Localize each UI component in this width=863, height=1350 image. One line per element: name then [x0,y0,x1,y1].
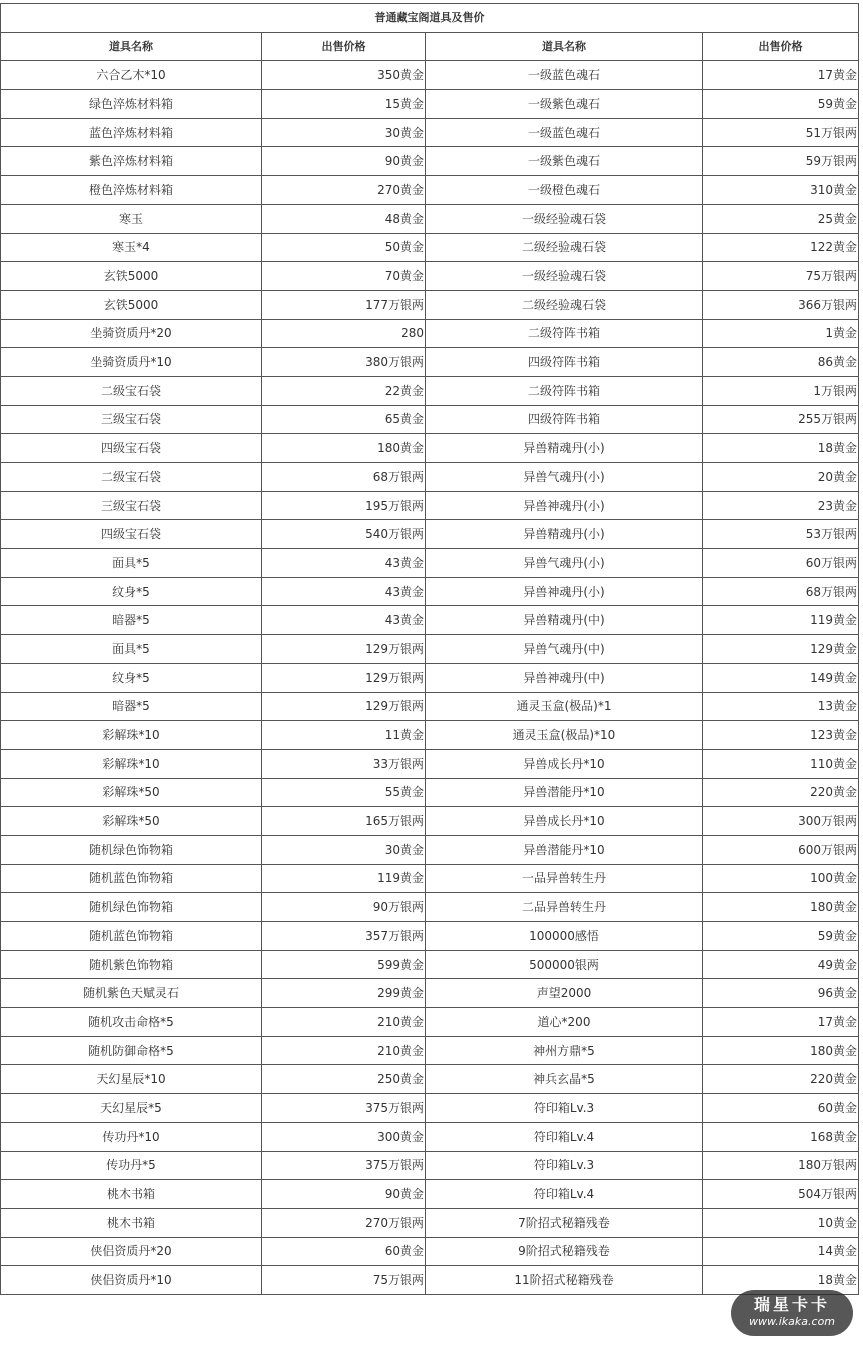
item-name-left: 橙色淬炼材料箱 [1,176,262,205]
price-right: 59黄金 [703,90,859,119]
item-name-right: 异兽精魂丹(小) [426,520,703,549]
price-right: 60黄金 [703,1094,859,1123]
table-row [1,922,859,951]
price-right: 23黄金 [703,491,859,520]
item-name-left: 随机蓝色饰物箱 [1,922,262,951]
price-right: 10黄金 [703,1208,859,1237]
item-name-right: 一级经验魂石袋 [426,262,703,291]
price-right: 504万银两 [703,1180,859,1209]
item-name-left: 彩解珠*50 [1,778,262,807]
table-row [1,491,859,520]
price-right: 255万银两 [703,405,859,434]
item-name-right: 异兽神魂丹(小) [426,577,703,606]
price-right: 129黄金 [703,635,859,664]
table-head [1,4,859,61]
table-row [1,721,859,750]
price-right: 168黄金 [703,1122,859,1151]
price-right: 123黄金 [703,721,859,750]
table-row [1,262,859,291]
price-right: 100黄金 [703,864,859,893]
watermark-bottom-text: www.ikaka.com [748,1315,836,1328]
price-right: 96黄金 [703,979,859,1008]
item-name-right: 神兵玄晶*5 [426,1065,703,1094]
item-name-left: 四级宝石袋 [1,434,262,463]
price-left: 43黄金 [262,549,426,578]
price-left: 119黄金 [262,864,426,893]
price-right: 25黄金 [703,204,859,233]
table-row [1,663,859,692]
item-name-right: 二品异兽转生丹 [426,893,703,922]
item-name-right: 异兽成长丹*10 [426,807,703,836]
item-name-left: 天幻星辰*10 [1,1065,262,1094]
item-name-left: 三级宝石袋 [1,491,262,520]
item-name-left: 随机紫色饰物箱 [1,950,262,979]
price-left: 195万银两 [262,491,426,520]
watermark-top-text: 瑞星卡卡 [753,1295,830,1314]
price-right: 149黄金 [703,663,859,692]
price-left: 375万银两 [262,1151,426,1180]
table-row [1,835,859,864]
item-name-left: 玄铁5000 [1,262,262,291]
table-body [1,61,859,1295]
item-name-right: 四级符阵书箱 [426,348,703,377]
item-name-right: 四级符阵书箱 [426,405,703,434]
item-name-right: 500000银两 [426,950,703,979]
item-name-right: 符印箱Lv.3 [426,1151,703,1180]
item-name-left: 桃木书箱 [1,1208,262,1237]
price-left: 33万银两 [262,749,426,778]
item-name-right: 异兽气魂丹(中) [426,635,703,664]
item-name-right: 11阶招式秘籍残卷 [426,1266,703,1295]
item-name-left: 寒玉*4 [1,233,262,262]
price-right: 18黄金 [703,1266,859,1295]
price-right: 68万银两 [703,577,859,606]
header-item-name-2: 道具名称 [426,32,703,61]
price-left: 90黄金 [262,147,426,176]
price-right: 220黄金 [703,778,859,807]
table-row [1,348,859,377]
price-right: 20黄金 [703,463,859,492]
price-right: 1万银两 [703,376,859,405]
table-row [1,434,859,463]
price-left: 65黄金 [262,405,426,434]
header-price-1: 出售价格 [262,32,426,61]
price-right: 17黄金 [703,61,859,90]
item-name-right: 异兽气魂丹(小) [426,463,703,492]
table-row [1,635,859,664]
item-name-right: 异兽神魂丹(小) [426,491,703,520]
item-name-left: 坐骑资质丹*20 [1,319,262,348]
price-left: 43黄金 [262,577,426,606]
price-left: 350黄金 [262,61,426,90]
item-name-right: 道心*200 [426,1008,703,1037]
table-row [1,147,859,176]
item-name-right: 一品异兽转生丹 [426,864,703,893]
price-left: 15黄金 [262,90,426,119]
header-price-2: 出售价格 [703,32,859,61]
item-name-left: 纹身*5 [1,577,262,606]
price-right: 180万银两 [703,1151,859,1180]
price-left: 90万银两 [262,893,426,922]
item-name-left: 桃木书箱 [1,1180,262,1209]
price-right: 59万银两 [703,147,859,176]
price-left: 270黄金 [262,176,426,205]
item-name-right: 二级经验魂石袋 [426,233,703,262]
item-name-left: 玄铁5000 [1,290,262,319]
item-name-left: 传功丹*5 [1,1151,262,1180]
table-row [1,749,859,778]
price-right: 14黄金 [703,1237,859,1266]
table-row [1,61,859,90]
table-row [1,233,859,262]
item-name-left: 四级宝石袋 [1,520,262,549]
price-right: 13黄金 [703,692,859,721]
item-name-right: 一级橙色魂石 [426,176,703,205]
table-row [1,118,859,147]
table-row [1,893,859,922]
item-name-right: 异兽气魂丹(小) [426,549,703,578]
price-left: 380万银两 [262,348,426,377]
item-name-right: 声望2000 [426,979,703,1008]
item-name-right: 通灵玉盒(极品)*10 [426,721,703,750]
table-row [1,1151,859,1180]
item-name-left: 坐骑资质丹*10 [1,348,262,377]
item-name-right: 一级紫色魂石 [426,147,703,176]
price-right: 600万银两 [703,835,859,864]
price-left: 180黄金 [262,434,426,463]
header-item-name-1: 道具名称 [1,32,262,61]
item-name-left: 暗器*5 [1,606,262,635]
table-row [1,1094,859,1123]
item-name-left: 彩解珠*50 [1,807,262,836]
watermark-logo [731,1290,853,1336]
table-row [1,90,859,119]
price-right: 53万银两 [703,520,859,549]
price-left: 11黄金 [262,721,426,750]
price-right: 51万银两 [703,118,859,147]
price-right: 110黄金 [703,749,859,778]
price-left: 48黄金 [262,204,426,233]
item-name-left: 寒玉 [1,204,262,233]
price-left: 540万银两 [262,520,426,549]
price-left: 60黄金 [262,1237,426,1266]
table-row [1,319,859,348]
item-name-left: 随机紫色天赋灵石 [1,979,262,1008]
item-name-right: 9阶招式秘籍残卷 [426,1237,703,1266]
item-name-left: 侠侣资质丹*10 [1,1266,262,1295]
price-left: 177万银两 [262,290,426,319]
table-row [1,549,859,578]
price-left: 30黄金 [262,118,426,147]
item-name-left: 天幻星辰*5 [1,1094,262,1123]
table-row [1,1208,859,1237]
price-left: 357万银两 [262,922,426,951]
item-name-left: 六合乙木*10 [1,61,262,90]
price-right: 86黄金 [703,348,859,377]
item-name-left: 随机绿色饰物箱 [1,835,262,864]
price-right: 310黄金 [703,176,859,205]
price-left: 129万银两 [262,635,426,664]
item-name-right: 一级蓝色魂石 [426,118,703,147]
table-row [1,463,859,492]
price-left: 280 [262,319,426,348]
price-left: 270万银两 [262,1208,426,1237]
price-left: 375万银两 [262,1094,426,1123]
price-left: 90黄金 [262,1180,426,1209]
item-name-left: 彩解珠*10 [1,749,262,778]
item-name-right: 符印箱Lv.4 [426,1180,703,1209]
price-right: 220黄金 [703,1065,859,1094]
price-right: 366万银两 [703,290,859,319]
item-name-left: 随机绿色饰物箱 [1,893,262,922]
item-name-right: 异兽神魂丹(中) [426,663,703,692]
price-right: 180黄金 [703,893,859,922]
table-row [1,1122,859,1151]
price-right: 18黄金 [703,434,859,463]
item-name-left: 蓝色淬炼材料箱 [1,118,262,147]
item-name-left: 紫色淬炼材料箱 [1,147,262,176]
item-name-right: 通灵玉盒(极品)*1 [426,692,703,721]
table-row [1,290,859,319]
price-right: 180黄金 [703,1036,859,1065]
item-name-right: 异兽精魂丹(中) [426,606,703,635]
table-row [1,606,859,635]
price-right: 119黄金 [703,606,859,635]
price-left: 43黄金 [262,606,426,635]
price-right: 17黄金 [703,1008,859,1037]
item-name-left: 二级宝石袋 [1,376,262,405]
table-row [1,1065,859,1094]
price-left: 68万银两 [262,463,426,492]
item-name-right: 异兽精魂丹(小) [426,434,703,463]
price-left: 75万银两 [262,1266,426,1295]
item-name-right: 异兽成长丹*10 [426,749,703,778]
header-row [1,32,859,61]
price-left: 55黄金 [262,778,426,807]
item-name-left: 纹身*5 [1,663,262,692]
item-name-left: 随机防御命格*5 [1,1036,262,1065]
price-right: 1黄金 [703,319,859,348]
price-left: 129万银两 [262,663,426,692]
table-row [1,692,859,721]
price-right: 49黄金 [703,950,859,979]
item-name-left: 绿色淬炼材料箱 [1,90,262,119]
table-row [1,1237,859,1266]
price-left: 165万银两 [262,807,426,836]
price-left: 210黄金 [262,1036,426,1065]
table-row [1,176,859,205]
table-row [1,778,859,807]
price-left: 22黄金 [262,376,426,405]
table-row [1,1180,859,1209]
price-right: 60万银两 [703,549,859,578]
item-name-left: 暗器*5 [1,692,262,721]
title-row [1,4,859,33]
table-row [1,807,859,836]
table-row [1,979,859,1008]
price-left: 299黄金 [262,979,426,1008]
item-name-left: 二级宝石袋 [1,463,262,492]
item-name-right: 异兽潜能丹*10 [426,778,703,807]
item-name-right: 符印箱Lv.4 [426,1122,703,1151]
price-right: 300万银两 [703,807,859,836]
table-row [1,577,859,606]
item-name-right: 一级蓝色魂石 [426,61,703,90]
item-name-right: 二级经验魂石袋 [426,290,703,319]
item-name-right: 100000感悟 [426,922,703,951]
item-name-left: 彩解珠*10 [1,721,262,750]
price-right: 122黄金 [703,233,859,262]
item-name-right: 一级紫色魂石 [426,90,703,119]
item-name-left: 侠侣资质丹*20 [1,1237,262,1266]
price-left: 50黄金 [262,233,426,262]
price-left: 300黄金 [262,1122,426,1151]
item-name-right: 一级经验魂石袋 [426,204,703,233]
table-row [1,950,859,979]
table-row [1,520,859,549]
item-name-left: 面具*5 [1,635,262,664]
table-row [1,376,859,405]
table-row [1,204,859,233]
item-name-right: 符印箱Lv.3 [426,1094,703,1123]
item-name-right: 异兽潜能丹*10 [426,835,703,864]
item-name-right: 神州方鼎*5 [426,1036,703,1065]
price-left: 210黄金 [262,1008,426,1037]
table-row [1,1266,859,1295]
table-row [1,1036,859,1065]
item-name-right: 二级符阵书箱 [426,376,703,405]
price-left: 30黄金 [262,835,426,864]
price-left: 70黄金 [262,262,426,291]
table-row [1,864,859,893]
table-row [1,405,859,434]
price-left: 599黄金 [262,950,426,979]
price-left: 129万银两 [262,692,426,721]
item-name-left: 三级宝石袋 [1,405,262,434]
item-name-left: 随机攻击命格*5 [1,1008,262,1037]
item-name-left: 随机蓝色饰物箱 [1,864,262,893]
item-name-left: 传功丹*10 [1,1122,262,1151]
table-title: 普通藏宝阁道具及售价 [1,4,859,33]
price-table [0,3,859,1295]
price-left: 250黄金 [262,1065,426,1094]
item-name-left: 面具*5 [1,549,262,578]
item-name-right: 二级符阵书箱 [426,319,703,348]
price-right: 75万银两 [703,262,859,291]
table-row [1,1008,859,1037]
price-right: 59黄金 [703,922,859,951]
item-name-right: 7阶招式秘籍残卷 [426,1208,703,1237]
